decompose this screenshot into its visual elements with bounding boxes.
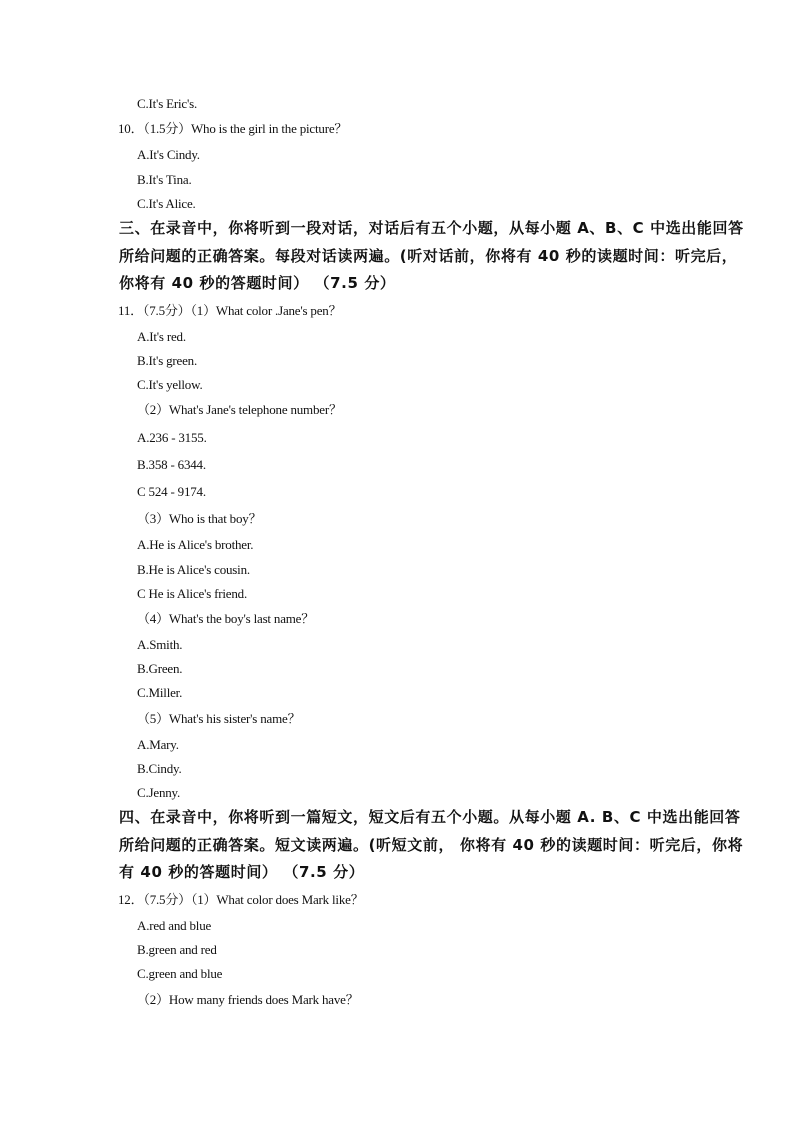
q11-p3-option-a: A.He is Alice's brother. bbox=[137, 537, 254, 552]
q12-stem: 12．（7.5分）（1）What color does Mark like？ bbox=[118, 892, 364, 907]
q9-option-c: C.It's Eric's. bbox=[137, 96, 198, 111]
q12-part2-question: （2）How many friends does Mark have？ bbox=[137, 992, 359, 1007]
q11-p3-option-b: B.He is Alice's cousin. bbox=[137, 562, 250, 577]
q11-part3-question: （3）Who is that boy？ bbox=[137, 511, 262, 526]
q12-p1-option-c: C.green and blue bbox=[137, 966, 223, 981]
q10-option-b: B.It's Tina. bbox=[137, 172, 192, 187]
section4-heading-line1: 四、在录音中，你将听到一篇短文，短文后有五个小题。从每小题 A. B、C 中选出能回答 bbox=[119, 808, 741, 826]
q11-p1-option-a: A.It's red. bbox=[137, 329, 186, 344]
q11-p5-option-c: C.Jenny. bbox=[137, 785, 181, 800]
q12-p1-option-b: B.green and red bbox=[137, 942, 217, 957]
q11-p1-option-c: C.It's yellow. bbox=[137, 377, 203, 392]
q11-p4-option-b: B.Green. bbox=[137, 661, 183, 676]
q10-option-a: A.It's Cindy. bbox=[137, 147, 200, 162]
section4-heading-line3: 有 40 秒的答题时间） （7.5 分） bbox=[119, 863, 365, 881]
q11-stem: 11．（7.5分）（1）What color .Jane's pen？ bbox=[118, 303, 342, 318]
section3-heading-line3: 你将有 40 秒的答题时间） （7.5 分） bbox=[119, 274, 396, 292]
q11-part4-question: （4）What's the boy's last name？ bbox=[137, 611, 315, 626]
section3-heading-line1: 三、在录音中，你将听到一段对话，对话后有五个小题，从每小题 A、B、C 中选出能回答 bbox=[119, 219, 744, 237]
q11-p1-option-b: B.It's green. bbox=[137, 353, 198, 368]
q11-p2-option-a: A.236 - 3155. bbox=[137, 430, 207, 445]
q12-p1-option-a: A.red and blue bbox=[137, 918, 212, 933]
q11-p4-option-c: C.Miller. bbox=[137, 685, 183, 700]
section4-heading-line2: 所给问题的正确答案。短文读两遍。(听短文前， 你将有 40 秒的读题时间：听完后，你将 bbox=[119, 836, 744, 854]
q11-part2-question: （2）What's Jane's telephone number？ bbox=[137, 402, 342, 417]
q11-p2-option-b: B.358 - 6344. bbox=[137, 457, 206, 472]
q11-p5-option-b: B.Cindy. bbox=[137, 761, 182, 776]
q10-stem: 10．（1.5分）Who is the girl in the picture？ bbox=[118, 121, 348, 136]
q11-p4-option-a: A.Smith. bbox=[137, 637, 183, 652]
q11-p2-option-c: C 524 - 9174. bbox=[137, 484, 206, 499]
section3-heading-line2: 所给问题的正确答案。每段对话读两遍。(听对话前，你将有 40 秒的读题时间：听完后， bbox=[119, 247, 738, 265]
q10-option-c: C.It's Alice. bbox=[137, 196, 196, 211]
q11-p5-option-a: A.Mary. bbox=[137, 737, 179, 752]
q11-p3-option-c: C He is Alice's friend. bbox=[137, 586, 248, 601]
q11-part5-question: （5）What's his sister's name？ bbox=[137, 711, 301, 726]
